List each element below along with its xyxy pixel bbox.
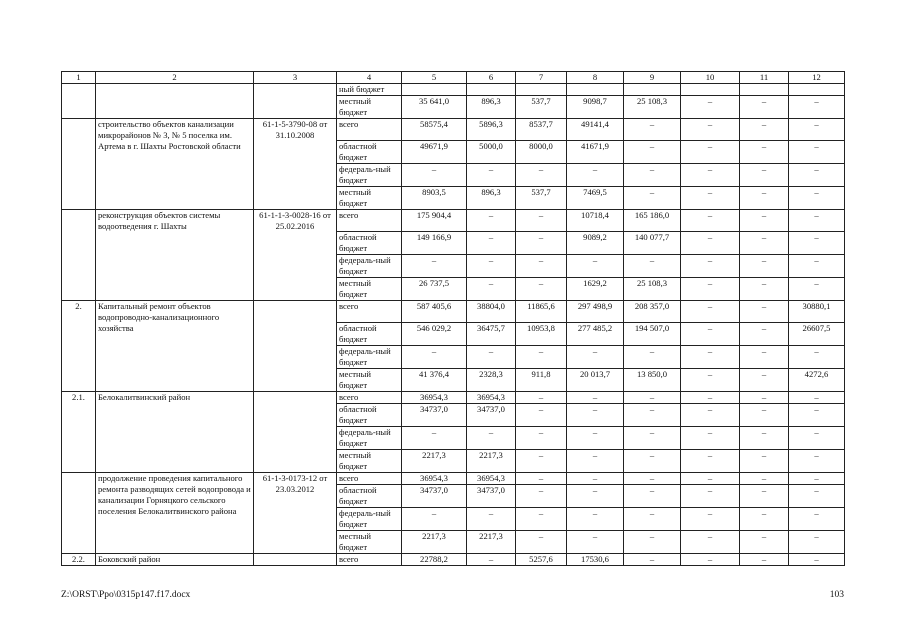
amount-cell: 587 405,6	[402, 301, 467, 323]
amount-cell: –	[789, 346, 845, 369]
amount-cell: –	[789, 450, 845, 473]
amount-cell: –	[516, 346, 567, 369]
table-row	[62, 84, 845, 96]
amount-cell: 277 485,2	[567, 323, 624, 346]
item-number: 2.1.	[62, 392, 96, 473]
amount-cell: –	[467, 554, 516, 566]
amount-cell: –	[467, 255, 516, 278]
amount-cell: –	[740, 473, 789, 485]
amount-cell: 49671,9	[402, 141, 467, 164]
amount-cell: 26 737,5	[402, 278, 467, 301]
amount-cell: –	[467, 278, 516, 301]
amount-cell: 9089,2	[567, 232, 624, 255]
amount-cell: –	[467, 210, 516, 232]
funding-source: федераль-ный бюджет	[337, 164, 402, 187]
col-header: 4	[337, 72, 402, 84]
amount-cell: 9098,7	[567, 96, 624, 119]
amount-cell: –	[740, 508, 789, 531]
amount-cell: 36954,3	[467, 392, 516, 404]
table-row	[62, 210, 845, 232]
amount-cell: 36475,7	[467, 323, 516, 346]
amount-cell: 38804,0	[467, 301, 516, 323]
amount-cell: –	[624, 404, 681, 427]
amount-cell: –	[740, 404, 789, 427]
amount-cell: –	[516, 164, 567, 187]
funding-source: местный бюджет	[337, 369, 402, 392]
amount-cell	[516, 84, 567, 96]
amount-cell: 22788,2	[402, 554, 467, 566]
item-registration-code: 61-1-5-3790-08 от 31.10.2008	[254, 119, 337, 210]
amount-cell: 2217,3	[402, 531, 467, 554]
amount-cell: –	[516, 392, 567, 404]
amount-cell: –	[402, 508, 467, 531]
amount-cell: –	[681, 508, 740, 531]
col-header: 11	[740, 72, 789, 84]
amount-cell: 26607,5	[789, 323, 845, 346]
amount-cell: –	[740, 427, 789, 450]
item-name: Белокалитвинский район	[96, 392, 254, 473]
amount-cell: –	[624, 427, 681, 450]
amount-cell: 41671,9	[567, 141, 624, 164]
amount-cell: –	[789, 485, 845, 508]
amount-cell: 11865,6	[516, 301, 567, 323]
amount-cell: 297 498,9	[567, 301, 624, 323]
funding-source: всего	[337, 554, 402, 566]
item-number	[62, 210, 96, 301]
amount-cell: –	[789, 255, 845, 278]
amount-cell: 5257,6	[516, 554, 567, 566]
amount-cell: –	[567, 450, 624, 473]
amount-cell: –	[402, 255, 467, 278]
col-header: 12	[789, 72, 845, 84]
col-header: 7	[516, 72, 567, 84]
amount-cell	[402, 84, 467, 96]
header-row	[62, 72, 845, 84]
amount-cell: –	[681, 255, 740, 278]
funding-source: всего	[337, 119, 402, 141]
amount-cell: –	[740, 119, 789, 141]
amount-cell: 8903,5	[402, 187, 467, 210]
amount-cell: –	[567, 392, 624, 404]
amount-cell: 20 013,7	[567, 369, 624, 392]
amount-cell: –	[740, 392, 789, 404]
amount-cell: 5896,3	[467, 119, 516, 141]
funding-source: областной бюджет	[337, 141, 402, 164]
amount-cell: –	[789, 473, 845, 485]
item-registration-code: 61-1-3-0173-12 от 23.03.2012	[254, 473, 337, 554]
amount-cell: –	[402, 427, 467, 450]
table-row	[62, 554, 845, 566]
amount-cell: –	[681, 554, 740, 566]
amount-cell: –	[681, 210, 740, 232]
amount-cell: –	[624, 346, 681, 369]
amount-cell: –	[516, 450, 567, 473]
amount-cell: 25 108,3	[624, 96, 681, 119]
amount-cell: 10718,4	[567, 210, 624, 232]
amount-cell: –	[567, 346, 624, 369]
amount-cell: –	[567, 404, 624, 427]
amount-cell: –	[789, 554, 845, 566]
amount-cell: –	[740, 450, 789, 473]
funding-source: всего	[337, 301, 402, 323]
table-row	[62, 473, 845, 485]
funding-source: всего	[337, 210, 402, 232]
amount-cell: –	[681, 346, 740, 369]
amount-cell: –	[516, 255, 567, 278]
funding-source: местный бюджет	[337, 187, 402, 210]
amount-cell: 30880,1	[789, 301, 845, 323]
amount-cell: –	[789, 392, 845, 404]
amount-cell: 2328,3	[467, 369, 516, 392]
amount-cell	[789, 84, 845, 96]
amount-cell	[567, 84, 624, 96]
amount-cell: –	[402, 164, 467, 187]
amount-cell: 2217,3	[402, 450, 467, 473]
col-header: 5	[402, 72, 467, 84]
amount-cell: 1629,2	[567, 278, 624, 301]
amount-cell	[681, 84, 740, 96]
amount-cell: –	[681, 369, 740, 392]
amount-cell: –	[624, 187, 681, 210]
item-name: реконструкция объектов системы водоотведения г. Шахты	[96, 210, 254, 301]
amount-cell: –	[624, 119, 681, 141]
amount-cell: –	[516, 531, 567, 554]
amount-cell: –	[624, 554, 681, 566]
amount-cell: 194 507,0	[624, 323, 681, 346]
item-name: продолжение проведения капитального ремонта разводящих сетей водопровода и канализации Горняцкого сельского поселения Белокалитвинского района	[96, 473, 254, 554]
amount-cell: 8537,7	[516, 119, 567, 141]
funding-source: местный бюджет	[337, 96, 402, 119]
amount-cell: –	[789, 508, 845, 531]
amount-cell: –	[624, 473, 681, 485]
amount-cell: –	[789, 531, 845, 554]
amount-cell: –	[567, 473, 624, 485]
amount-cell: –	[740, 141, 789, 164]
amount-cell: –	[740, 232, 789, 255]
item-registration-code: 61-1-1-3-0028-16 от 25.02.2016	[254, 210, 337, 301]
amount-cell: –	[681, 278, 740, 301]
amount-cell: –	[740, 301, 789, 323]
funding-source: федераль-ный бюджет	[337, 346, 402, 369]
amount-cell: –	[789, 141, 845, 164]
amount-cell: 140 077,7	[624, 232, 681, 255]
amount-cell: –	[516, 232, 567, 255]
amount-cell: –	[624, 392, 681, 404]
amount-cell: 5000,0	[467, 141, 516, 164]
amount-cell: 7469,5	[567, 187, 624, 210]
amount-cell: –	[467, 346, 516, 369]
amount-cell: 34737,0	[467, 485, 516, 508]
amount-cell: 896,3	[467, 96, 516, 119]
funding-source: федераль-ный бюджет	[337, 508, 402, 531]
amount-cell: –	[681, 392, 740, 404]
amount-cell: 2217,3	[467, 450, 516, 473]
amount-cell: 13 850,0	[624, 369, 681, 392]
funding-source: федераль-ный бюджет	[337, 255, 402, 278]
amount-cell: –	[789, 119, 845, 141]
amount-cell: –	[740, 96, 789, 119]
funding-source: областной бюджет	[337, 323, 402, 346]
amount-cell: –	[740, 369, 789, 392]
amount-cell: 175 904,4	[402, 210, 467, 232]
amount-cell: –	[740, 554, 789, 566]
amount-cell: –	[516, 427, 567, 450]
col-header: 10	[681, 72, 740, 84]
item-number: 2.2.	[62, 554, 96, 566]
amount-cell: 34737,0	[402, 485, 467, 508]
amount-cell: 149 166,9	[402, 232, 467, 255]
amount-cell: –	[740, 164, 789, 187]
amount-cell: 4272,6	[789, 369, 845, 392]
amount-cell: –	[516, 210, 567, 232]
amount-cell: –	[740, 210, 789, 232]
funding-source: областной бюджет	[337, 485, 402, 508]
amount-cell: –	[567, 164, 624, 187]
amount-cell: –	[681, 141, 740, 164]
amount-cell: –	[624, 255, 681, 278]
amount-cell: –	[624, 164, 681, 187]
amount-cell	[624, 84, 681, 96]
footer-page-number: 103	[829, 590, 844, 600]
funding-source: областной бюджет	[337, 404, 402, 427]
item-name: Боковский район	[96, 554, 254, 566]
amount-cell: –	[681, 187, 740, 210]
amount-cell	[740, 84, 789, 96]
amount-cell: –	[681, 301, 740, 323]
amount-cell: –	[567, 485, 624, 508]
funding-source: всего	[337, 473, 402, 485]
amount-cell: 896,3	[467, 187, 516, 210]
amount-cell: –	[681, 323, 740, 346]
col-header: 8	[567, 72, 624, 84]
item-number	[62, 119, 96, 210]
amount-cell: –	[681, 119, 740, 141]
table-row	[62, 119, 845, 141]
amount-cell: 36954,3	[467, 473, 516, 485]
item-number: 2.	[62, 301, 96, 392]
col-header: 6	[467, 72, 516, 84]
amount-cell: 17530,6	[567, 554, 624, 566]
amount-cell: –	[681, 450, 740, 473]
amount-cell: –	[467, 508, 516, 531]
amount-cell: –	[681, 96, 740, 119]
item-registration-code	[254, 301, 337, 392]
amount-cell: 34737,0	[467, 404, 516, 427]
funding-source: областной бюджет	[337, 232, 402, 255]
amount-cell: –	[567, 508, 624, 531]
amount-cell: 208 357,0	[624, 301, 681, 323]
item-name	[96, 84, 254, 119]
item-registration-code	[254, 554, 337, 566]
amount-cell: –	[740, 323, 789, 346]
col-header: 1	[62, 72, 96, 84]
amount-cell: –	[789, 187, 845, 210]
amount-cell: –	[467, 232, 516, 255]
amount-cell: 49141,4	[567, 119, 624, 141]
funding-source: местный бюджет	[337, 531, 402, 554]
amount-cell: –	[789, 404, 845, 427]
amount-cell	[467, 84, 516, 96]
amount-cell: –	[516, 508, 567, 531]
amount-cell: –	[789, 232, 845, 255]
amount-cell: 36954,3	[402, 473, 467, 485]
amount-cell: 10953,8	[516, 323, 567, 346]
amount-cell: –	[681, 232, 740, 255]
amount-cell: –	[789, 96, 845, 119]
amount-cell: –	[681, 164, 740, 187]
amount-cell: 41 376,4	[402, 369, 467, 392]
amount-cell: –	[740, 346, 789, 369]
amount-cell: 537,7	[516, 187, 567, 210]
budget-table	[61, 71, 845, 566]
item-name: Капитальный ремонт объектов водопроводно-канализационного хозяйства	[96, 301, 254, 392]
item-registration-code	[254, 392, 337, 473]
amount-cell: 911,8	[516, 369, 567, 392]
col-header: 2	[96, 72, 254, 84]
col-header: 9	[624, 72, 681, 84]
amount-cell: –	[789, 427, 845, 450]
amount-cell: –	[624, 508, 681, 531]
amount-cell: –	[516, 473, 567, 485]
amount-cell: 165 186,0	[624, 210, 681, 232]
amount-cell: –	[567, 255, 624, 278]
item-name: строительство объектов канализации микрорайонов № 3, № 5 поселка им. Артема в г. Шахты Ростовской области	[96, 119, 254, 210]
amount-cell: –	[740, 485, 789, 508]
amount-cell: –	[789, 164, 845, 187]
table-row	[62, 301, 845, 323]
amount-cell: –	[740, 278, 789, 301]
funding-source: местный бюджет	[337, 450, 402, 473]
amount-cell: –	[467, 164, 516, 187]
amount-cell: –	[740, 531, 789, 554]
amount-cell: –	[516, 278, 567, 301]
table-row	[62, 392, 845, 404]
amount-cell: –	[789, 210, 845, 232]
amount-cell: –	[789, 278, 845, 301]
amount-cell: –	[467, 427, 516, 450]
amount-cell: –	[740, 187, 789, 210]
amount-cell: 34737,0	[402, 404, 467, 427]
item-registration-code	[254, 84, 337, 119]
funding-source: ный бюджет	[337, 84, 402, 96]
amount-cell: –	[624, 485, 681, 508]
amount-cell: –	[740, 255, 789, 278]
amount-cell: 546 029,2	[402, 323, 467, 346]
amount-cell: –	[681, 485, 740, 508]
funding-source: местный бюджет	[337, 278, 402, 301]
amount-cell: –	[681, 404, 740, 427]
amount-cell: –	[624, 450, 681, 473]
amount-cell: 35 641,0	[402, 96, 467, 119]
amount-cell: –	[567, 427, 624, 450]
amount-cell: –	[516, 404, 567, 427]
amount-cell: 537,7	[516, 96, 567, 119]
amount-cell: 2217,3	[467, 531, 516, 554]
amount-cell: –	[567, 531, 624, 554]
amount-cell: –	[516, 485, 567, 508]
amount-cell: –	[681, 531, 740, 554]
amount-cell: –	[681, 427, 740, 450]
amount-cell: –	[681, 473, 740, 485]
funding-source: федераль-ный бюджет	[337, 427, 402, 450]
funding-source: всего	[337, 392, 402, 404]
item-number	[62, 473, 96, 554]
col-header: 3	[254, 72, 337, 84]
amount-cell: 58575,4	[402, 119, 467, 141]
amount-cell: –	[402, 346, 467, 369]
amount-cell: 25 108,3	[624, 278, 681, 301]
amount-cell: –	[624, 141, 681, 164]
amount-cell: –	[624, 531, 681, 554]
footer-file-path: Z:\ORST\Ppo\0315p147.f17.docx	[61, 590, 191, 600]
amount-cell: 8000,0	[516, 141, 567, 164]
amount-cell: 36954,3	[402, 392, 467, 404]
item-number	[62, 84, 96, 119]
